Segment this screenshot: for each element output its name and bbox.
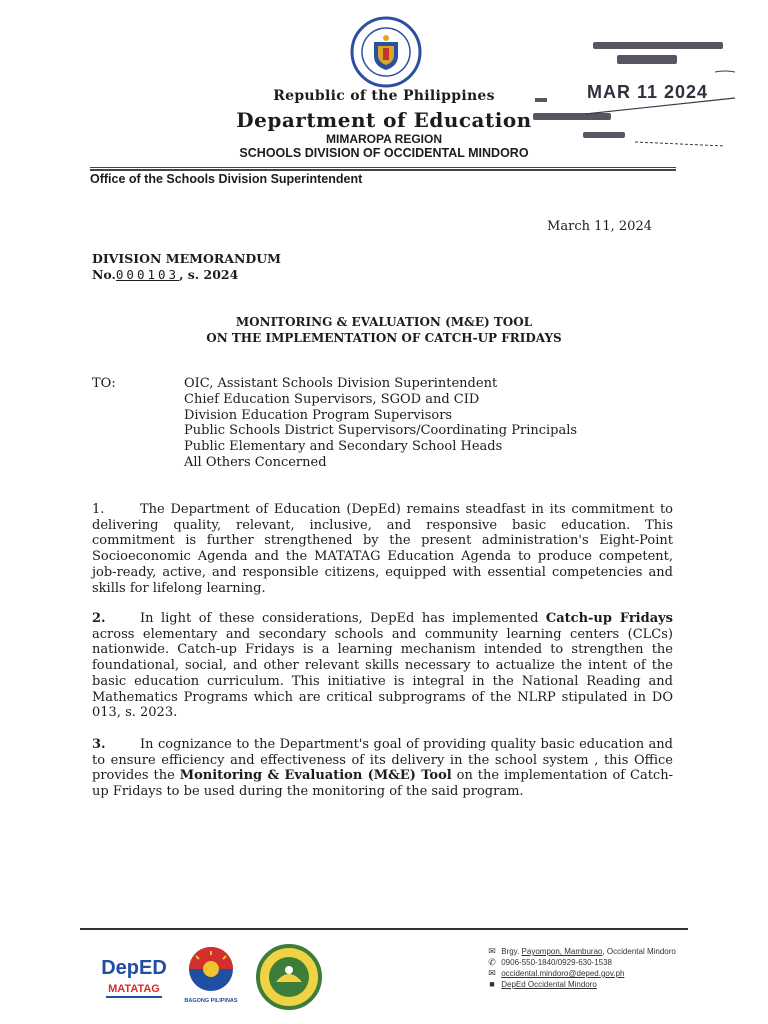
email-icon: ✉ <box>488 968 496 978</box>
office-heading: Office of the Schools Division Superintendent <box>90 172 363 186</box>
paragraph-2 <box>92 611 673 721</box>
memo-number-value: 000103 <box>115 267 180 282</box>
recipient-item: All Others Concerned <box>184 454 327 470</box>
memo-subject <box>0 314 768 346</box>
recipient-item: Public Schools District Supervisors/Coordinating Principals <box>184 423 578 439</box>
memo-title: DIVISION MEMORANDUM <box>92 251 281 266</box>
paragraph-text: The Department of Education (DepEd) remains steadfast in its commitment to delivering quality, relevant, inclusive, and responsive basic education. This commitment is further strengthened by the present administration's Eight-Point Socioeconomic Agenda and the MATATAG Education Agenda to produce competent, job-ready, active, and responsible citizens, equipped with essential competencies and skills for lifelong learning. <box>92 502 673 596</box>
deped-matatag-logo <box>98 950 170 1004</box>
recipient-list <box>184 376 577 471</box>
republic-heading: Republic of the Philippines <box>273 88 495 104</box>
header-divider <box>90 167 676 171</box>
paragraph-text: on the implementation of Catch-up Fridays to be used during the monitoring of the said program. <box>92 768 673 800</box>
recipient-item: Chief Education Supervisors, SGOD and CID <box>184 391 480 407</box>
division-seal-icon <box>256 944 322 1010</box>
bagong-pilipinas-text: BAGONG PILIPINAS <box>184 998 238 1004</box>
subject-line-2: ON THE IMPLEMENTATION OF CATCH-UP FRIDAYS <box>206 331 562 345</box>
paragraph-3 <box>92 737 673 800</box>
memo-date: March 11, 2024 <box>547 219 652 234</box>
region-heading: MIMAROPA REGION <box>326 132 442 146</box>
contact-facebook <box>485 979 676 990</box>
facebook-link[interactable]: DepEd Occidental Mindoro <box>501 980 597 989</box>
memo-number-suffix: , s. 2024 <box>179 267 239 282</box>
paragraph-number: 2. <box>92 611 106 626</box>
paragraph-number: 3. <box>92 737 106 752</box>
email-link[interactable]: occidental.mindoro@deped.gov.ph <box>501 969 625 978</box>
contact-phone: ✆ 0906-550-1840/0929-630-1538 <box>485 957 676 968</box>
to-label: TO: <box>92 376 116 391</box>
subject-line-1: MONITORING & EVALUATION (M&E) TOOL <box>235 315 533 329</box>
memo-number <box>92 267 238 282</box>
matatag-logo-text: MATATAG <box>108 983 160 995</box>
paragraph-emphasis: Monitoring & Evaluation (M&E) Tool <box>179 768 452 784</box>
contact-block <box>485 946 676 990</box>
facebook-icon: ■ <box>489 979 495 989</box>
phone-icon: ✆ <box>488 957 496 967</box>
memo-number-prefix: No. <box>92 267 116 282</box>
address-link[interactable]: Payompon, Mamburao <box>521 947 603 956</box>
received-stamp <box>525 38 740 153</box>
contact-address: ✉ Brgy. Payompon, Mamburao, Occidental Mindoro <box>485 946 676 957</box>
paragraph-1 <box>92 502 673 596</box>
mail-icon: ✉ <box>488 946 496 956</box>
bagong-pilipinas-logo <box>180 945 242 1005</box>
stamp-date: MAR 11 2024 <box>587 82 709 102</box>
paragraph-text: In light of these considerations, DepEd has implemented <box>140 611 546 626</box>
contact-email <box>485 968 676 979</box>
deped-logo-text: DepED <box>101 957 167 979</box>
department-heading: Department of Education <box>236 108 532 132</box>
paragraph-emphasis: Catch-up Fridays <box>545 611 673 626</box>
recipient-item: Division Education Program Supervisors <box>184 407 453 423</box>
paragraph-number: 1. <box>92 502 105 517</box>
footer-divider <box>80 928 688 930</box>
recipient-item: Public Elementary and Secondary School Heads <box>184 439 503 455</box>
division-heading: SCHOOLS DIVISION OF OCCIDENTAL MINDORO <box>239 146 529 160</box>
recipient-item: OIC, Assistant Schools Division Superintendent <box>184 376 498 391</box>
paragraph-text: across elementary and secondary schools and community learning centers (CLCs) nationwide. Catch-up Fridays is a learning mechanism intended to strengthen the foundational, social, and other relevant skills necessary to actualize the intent of the basic education curriculum. This initiative is integral in the National Reading and Mathematics Programs which are critical subprograms of the NLRP stipulated in DO 013, s. 2023. <box>92 626 673 721</box>
deped-seal-icon <box>350 16 422 88</box>
paragraph-text: In cognizance to the Department's goal of providing quality basic education and to ensure efficiency and effectiveness of its delivery in the school system , this Office provides the <box>92 737 673 784</box>
